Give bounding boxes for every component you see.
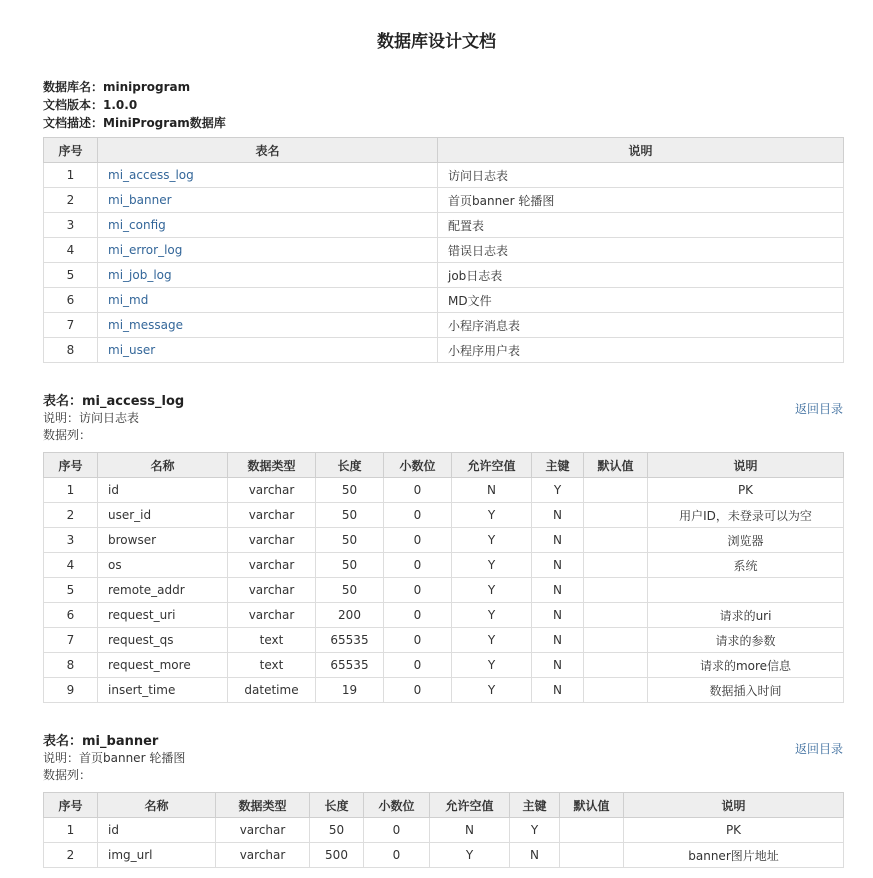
primary-key-cell: N	[510, 843, 560, 868]
default-value-cell	[584, 603, 648, 628]
default-value-cell	[584, 503, 648, 528]
table-desc-cell: 小程序消息表	[438, 313, 844, 338]
columns-header-cell: 小数位	[384, 453, 452, 478]
table-name-cell	[98, 263, 438, 288]
columns-header-cell: 序号	[44, 453, 98, 478]
table-index	[43, 137, 844, 363]
length-cell: 50	[316, 478, 384, 503]
column-name-cell: request_uri	[98, 603, 228, 628]
table-link[interactable]: mi_config	[108, 218, 166, 232]
table-link[interactable]: mi_error_log	[108, 243, 183, 257]
length-cell: 65535	[316, 653, 384, 678]
scale-cell: 0	[384, 553, 452, 578]
length-cell: 50	[316, 578, 384, 603]
table-row	[44, 603, 844, 628]
table-name-cell	[98, 188, 438, 213]
scale-cell: 0	[384, 678, 452, 703]
scale-cell: 0	[384, 603, 452, 628]
length-cell: 50	[316, 528, 384, 553]
nullable-cell: Y	[452, 553, 532, 578]
desc-label: 文档描述：	[43, 116, 104, 130]
row-number: 5	[44, 263, 98, 288]
primary-key-cell: N	[532, 653, 584, 678]
columns-header-cell: 小数位	[364, 793, 430, 818]
back-to-index-link[interactable]: 返回目录	[794, 402, 843, 416]
table-name: mi_banner	[82, 734, 159, 749]
table-link[interactable]: mi_job_log	[108, 268, 172, 282]
default-value-cell	[584, 653, 648, 678]
columns-header-cell: 数据类型	[228, 453, 316, 478]
page-title: 数据库设计文档	[377, 32, 496, 52]
column-name-cell: img_url	[98, 843, 216, 868]
columns-header-cell: 允许空值	[452, 453, 532, 478]
length-cell: 19	[316, 678, 384, 703]
column-desc-cell: 用户ID，未登录可以为空	[648, 503, 844, 528]
columns-header-cell: 主键	[510, 793, 560, 818]
default-value-cell	[584, 553, 648, 578]
scale-cell: 0	[384, 653, 452, 678]
primary-key-cell: N	[532, 578, 584, 603]
primary-key-cell: N	[532, 628, 584, 653]
column-name-cell: remote_addr	[98, 578, 228, 603]
columns-header-cell: 名称	[98, 793, 216, 818]
length-cell: 200	[316, 603, 384, 628]
scale-cell: 0	[384, 478, 452, 503]
table-row	[44, 553, 844, 578]
row-number-cell: 1	[44, 818, 98, 843]
index-header-cell: 说明	[438, 138, 844, 163]
scale-cell: 0	[364, 843, 430, 868]
row-number: 3	[44, 213, 98, 238]
primary-key-cell: N	[532, 678, 584, 703]
nullable-cell: Y	[452, 528, 532, 553]
scale-cell: 0	[364, 818, 430, 843]
column-desc-cell: PK	[624, 818, 844, 843]
table-row	[44, 653, 844, 678]
column-name-cell: insert_time	[98, 678, 228, 703]
column-desc-cell: banner图片地址	[624, 843, 844, 868]
default-value-cell	[584, 578, 648, 603]
column-desc-cell: 浏览器	[648, 528, 844, 553]
back-to-index-link[interactable]: 返回目录	[794, 742, 843, 756]
row-number-cell: 9	[44, 678, 98, 703]
nullable-cell: N	[430, 818, 510, 843]
column-name-cell: request_more	[98, 653, 228, 678]
index-header-row	[44, 138, 844, 163]
default-value-cell	[560, 843, 624, 868]
column-desc-cell: PK	[648, 478, 844, 503]
column-name-cell: os	[98, 553, 228, 578]
section-desc: 说明：首页banner 轮播图	[43, 751, 186, 765]
row-number-cell: 4	[44, 553, 98, 578]
table-row	[44, 263, 844, 288]
table-name: mi_access_log	[82, 394, 185, 409]
table-name-cell	[98, 238, 438, 263]
table-name-cell	[98, 213, 438, 238]
row-number: 2	[44, 188, 98, 213]
column-desc-cell: 请求的more信息	[648, 653, 844, 678]
scale-cell: 0	[384, 528, 452, 553]
table-name-cell	[98, 163, 438, 188]
table-columns	[43, 792, 844, 868]
section-cols-label: 数据列：	[43, 768, 92, 782]
column-desc-cell: 数据插入时间	[648, 678, 844, 703]
table-row	[44, 628, 844, 653]
column-name-cell: browser	[98, 528, 228, 553]
table-row	[44, 188, 844, 213]
nullable-cell: Y	[452, 503, 532, 528]
table-link[interactable]: mi_banner	[108, 193, 172, 207]
table-link[interactable]: mi_message	[108, 318, 183, 332]
column-name-cell: id	[98, 818, 216, 843]
row-number: 1	[44, 163, 98, 188]
nullable-cell: Y	[452, 628, 532, 653]
doc-meta	[43, 78, 226, 132]
nullable-cell: Y	[452, 653, 532, 678]
data-type-cell: varchar	[228, 528, 316, 553]
default-value-cell	[584, 678, 648, 703]
table-row	[44, 313, 844, 338]
columns-header-cell: 名称	[98, 453, 228, 478]
column-desc-cell: 请求的uri	[648, 603, 844, 628]
columns-header-cell: 说明	[648, 453, 844, 478]
section-header	[43, 733, 185, 784]
default-value-cell	[584, 478, 648, 503]
row-number: 4	[44, 238, 98, 263]
table-row	[44, 818, 844, 843]
index-header-cell: 表名	[98, 138, 438, 163]
table-row	[44, 528, 844, 553]
data-type-cell: text	[228, 628, 316, 653]
table-name-cell	[98, 338, 438, 363]
primary-key-cell: N	[532, 553, 584, 578]
table-desc-cell: 访问日志表	[438, 163, 844, 188]
columns-header-cell: 长度	[316, 453, 384, 478]
primary-key-cell: N	[532, 503, 584, 528]
table-name-label: 表名：	[43, 394, 83, 409]
desc-line	[43, 114, 226, 132]
table-link[interactable]: mi_access_log	[108, 168, 194, 182]
length-cell: 65535	[316, 628, 384, 653]
column-name-cell: request_qs	[98, 628, 228, 653]
table-link[interactable]: mi_md	[108, 293, 149, 307]
column-desc-cell: 系统	[648, 553, 844, 578]
length-cell: 500	[310, 843, 364, 868]
scale-cell: 0	[384, 578, 452, 603]
scale-cell: 0	[384, 503, 452, 528]
row-number-cell: 5	[44, 578, 98, 603]
table-desc-cell: 首页banner 轮播图	[438, 188, 844, 213]
table-columns	[43, 452, 844, 703]
columns-header-cell: 长度	[310, 793, 364, 818]
table-row	[44, 843, 844, 868]
columns-header-cell: 默认值	[560, 793, 624, 818]
nullable-cell: N	[452, 478, 532, 503]
row-number-cell: 1	[44, 478, 98, 503]
primary-key-cell: N	[532, 528, 584, 553]
table-row	[44, 578, 844, 603]
version-line	[43, 96, 226, 114]
row-number: 7	[44, 313, 98, 338]
data-type-cell: varchar	[228, 553, 316, 578]
columns-header-row	[44, 793, 844, 818]
row-number-cell: 2	[44, 503, 98, 528]
table-name-cell	[98, 288, 438, 313]
desc-value: MiniProgram数据库	[103, 116, 226, 130]
section-cols-label: 数据列：	[43, 428, 92, 442]
section-header	[43, 393, 184, 444]
data-type-cell: varchar	[216, 843, 310, 868]
default-value-cell	[584, 628, 648, 653]
data-type-cell: varchar	[216, 818, 310, 843]
table-desc-cell: 错误日志表	[438, 238, 844, 263]
table-row	[44, 288, 844, 313]
table-desc-cell: 配置表	[438, 213, 844, 238]
table-name-cell	[98, 313, 438, 338]
data-type-cell: varchar	[228, 603, 316, 628]
row-number-cell: 7	[44, 628, 98, 653]
version-value: 1.0.0	[103, 98, 138, 112]
primary-key-cell: Y	[532, 478, 584, 503]
section-title	[43, 393, 184, 410]
nullable-cell: Y	[430, 843, 510, 868]
data-type-cell: varchar	[228, 503, 316, 528]
db-name-label: 数据库名：	[43, 80, 104, 94]
table-desc-cell: MD文件	[438, 288, 844, 313]
row-number-cell: 2	[44, 843, 98, 868]
row-number: 8	[44, 338, 98, 363]
table-row	[44, 213, 844, 238]
nullable-cell: Y	[452, 578, 532, 603]
primary-key-cell: N	[532, 603, 584, 628]
index-header-cell: 序号	[44, 138, 98, 163]
columns-header-cell: 主键	[532, 453, 584, 478]
length-cell: 50	[316, 503, 384, 528]
columns-header-cell: 序号	[44, 793, 98, 818]
columns-header-cell: 说明	[624, 793, 844, 818]
db-name-line	[43, 78, 226, 96]
version-label: 文档版本：	[43, 98, 104, 112]
table-desc-cell: 小程序用户表	[438, 338, 844, 363]
table-row	[44, 503, 844, 528]
table-desc-cell: job日志表	[438, 263, 844, 288]
nullable-cell: Y	[452, 678, 532, 703]
length-cell: 50	[310, 818, 364, 843]
data-type-cell: varchar	[228, 478, 316, 503]
columns-header-row	[44, 453, 844, 478]
data-type-cell: datetime	[228, 678, 316, 703]
default-value-cell	[584, 528, 648, 553]
section-desc: 说明：访问日志表	[43, 411, 140, 425]
column-name-cell: user_id	[98, 503, 228, 528]
section-title	[43, 733, 185, 750]
table-row	[44, 478, 844, 503]
nullable-cell: Y	[452, 603, 532, 628]
table-row	[44, 338, 844, 363]
primary-key-cell: Y	[510, 818, 560, 843]
column-name-cell: id	[98, 478, 228, 503]
columns-header-cell: 允许空值	[430, 793, 510, 818]
default-value-cell	[560, 818, 624, 843]
column-desc-cell: 请求的参数	[648, 628, 844, 653]
columns-header-cell: 默认值	[584, 453, 648, 478]
row-number-cell: 6	[44, 603, 98, 628]
data-type-cell: text	[228, 653, 316, 678]
table-row	[44, 238, 844, 263]
column-desc-cell	[648, 578, 844, 603]
table-name-label: 表名：	[43, 734, 83, 749]
data-type-cell: varchar	[228, 578, 316, 603]
table-row	[44, 163, 844, 188]
row-number-cell: 3	[44, 528, 98, 553]
scale-cell: 0	[384, 628, 452, 653]
length-cell: 50	[316, 553, 384, 578]
columns-header-cell: 数据类型	[216, 793, 310, 818]
table-link[interactable]: mi_user	[108, 343, 156, 357]
row-number-cell: 8	[44, 653, 98, 678]
row-number: 6	[44, 288, 98, 313]
db-name-value: miniprogram	[103, 80, 191, 94]
table-row	[44, 678, 844, 703]
